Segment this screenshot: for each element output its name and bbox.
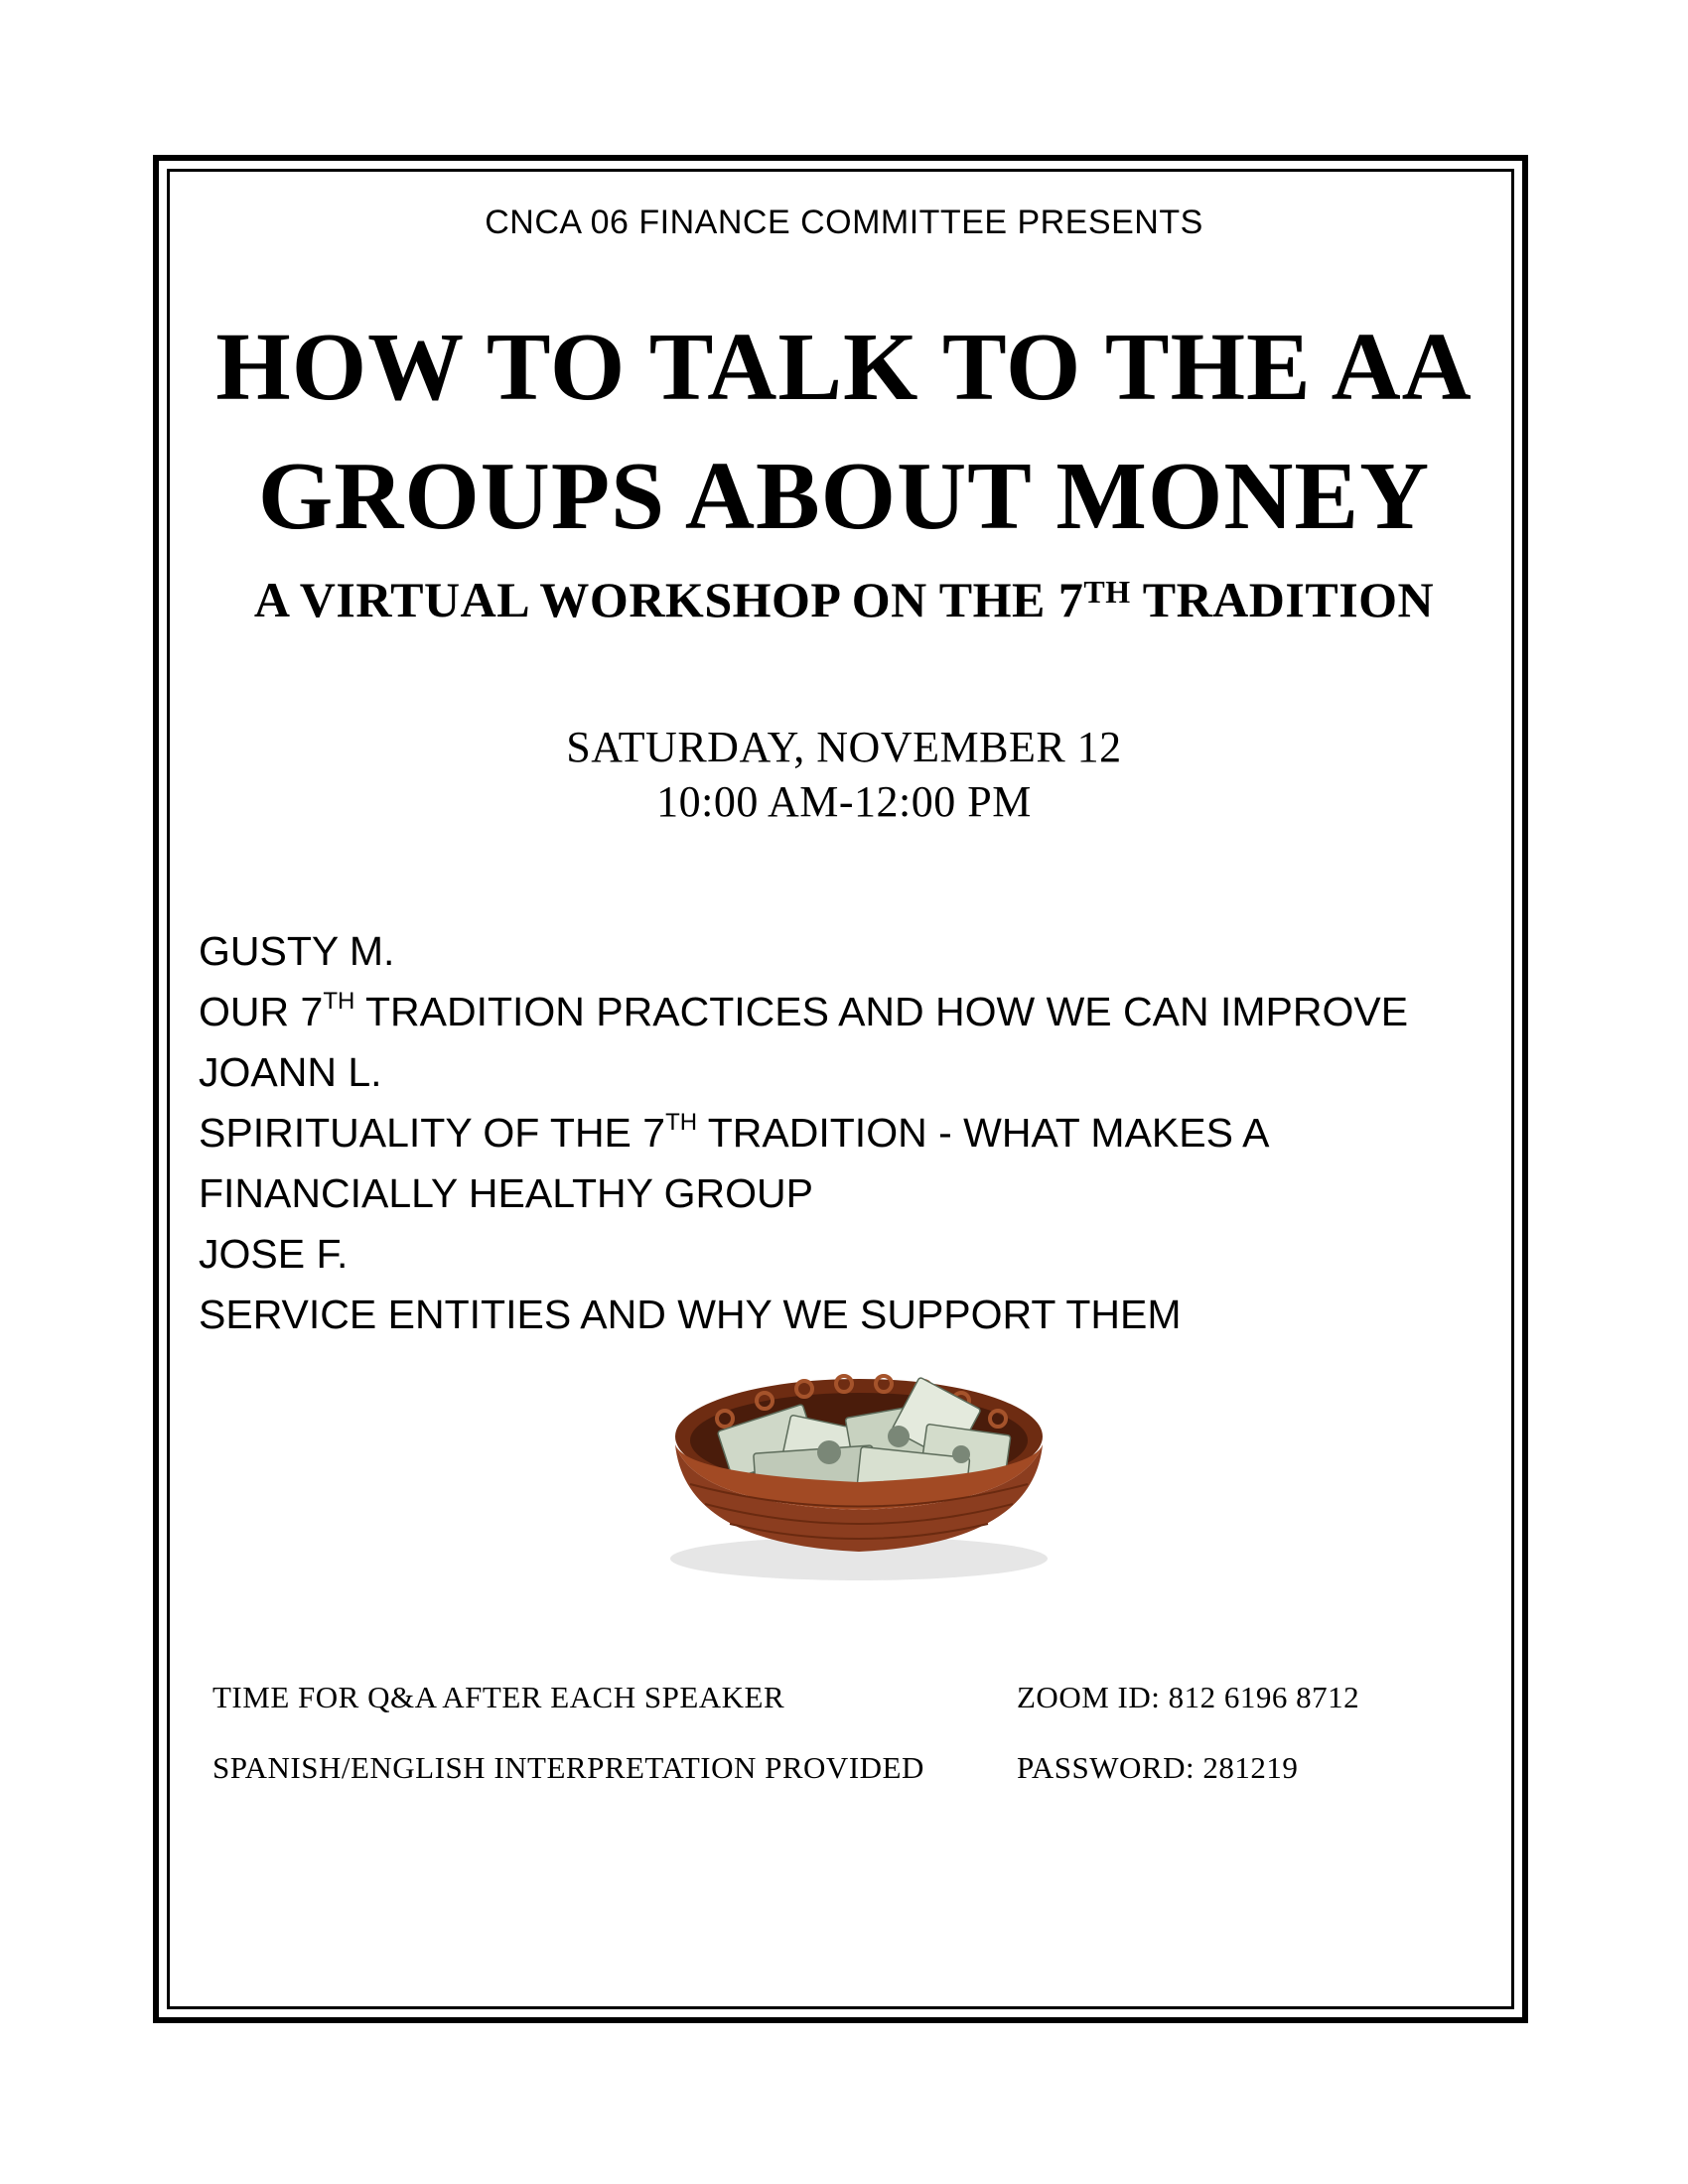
event-datetime (159, 720, 1529, 829)
speaker-topic (199, 982, 1470, 1042)
speaker-name: JOSE F. (199, 1231, 349, 1277)
zoom-password: PASSWORD: 281219 (1017, 1750, 1299, 1785)
speaker-list (199, 921, 1470, 1345)
presenter-line: CNCA 06 FINANCE COMMITTEE PRESENTS (485, 204, 1203, 241)
flyer-title (159, 303, 1529, 561)
qa-note: TIME FOR Q&A AFTER EACH SPEAKER (212, 1680, 785, 1714)
topic-text: OUR 7 (199, 989, 324, 1034)
title-line-2: GROUPS ABOUT MONEY (257, 443, 1431, 549)
interpretation-note: SPANISH/ENGLISH INTERPRETATION PROVIDED (212, 1750, 924, 1785)
zoom-id: ZOOM ID: 812 6196 8712 (1017, 1680, 1360, 1714)
topic-text-end: TRADITION PRACTICES AND HOW WE CAN IMPROVE (354, 989, 1409, 1034)
flyer-subtitle (159, 571, 1529, 628)
speaker-topic (199, 1103, 1470, 1163)
speaker-topic: SERVICE ENTITIES AND WHY WE SUPPORT THEM (199, 1292, 1182, 1337)
speaker-name: JOANN L. (199, 1049, 382, 1095)
topic-text: SPIRITUALITY OF THE 7 (199, 1110, 666, 1156)
topic-text-end: TRADITION - WHAT MAKES A (697, 1110, 1270, 1156)
event-date: SATURDAY, NOVEMBER 12 (566, 723, 1122, 771)
subtitle-superscript: TH (1083, 574, 1131, 610)
subtitle-text-end: TRADITION (1130, 572, 1435, 627)
topic-superscript: TH (665, 1109, 698, 1136)
title-line-1: HOW TO TALK TO THE AA (215, 314, 1473, 420)
event-time: 10:00 AM-12:00 PM (656, 777, 1032, 826)
speaker-topic-continued: FINANCIALLY HEALTHY GROUP (199, 1170, 813, 1216)
topic-superscript: TH (323, 988, 355, 1015)
subtitle-text: A VIRTUAL WORKSHOP ON THE 7 (253, 572, 1084, 627)
money-basket-icon (645, 1355, 1072, 1598)
speaker-name: GUSTY M. (199, 928, 395, 974)
